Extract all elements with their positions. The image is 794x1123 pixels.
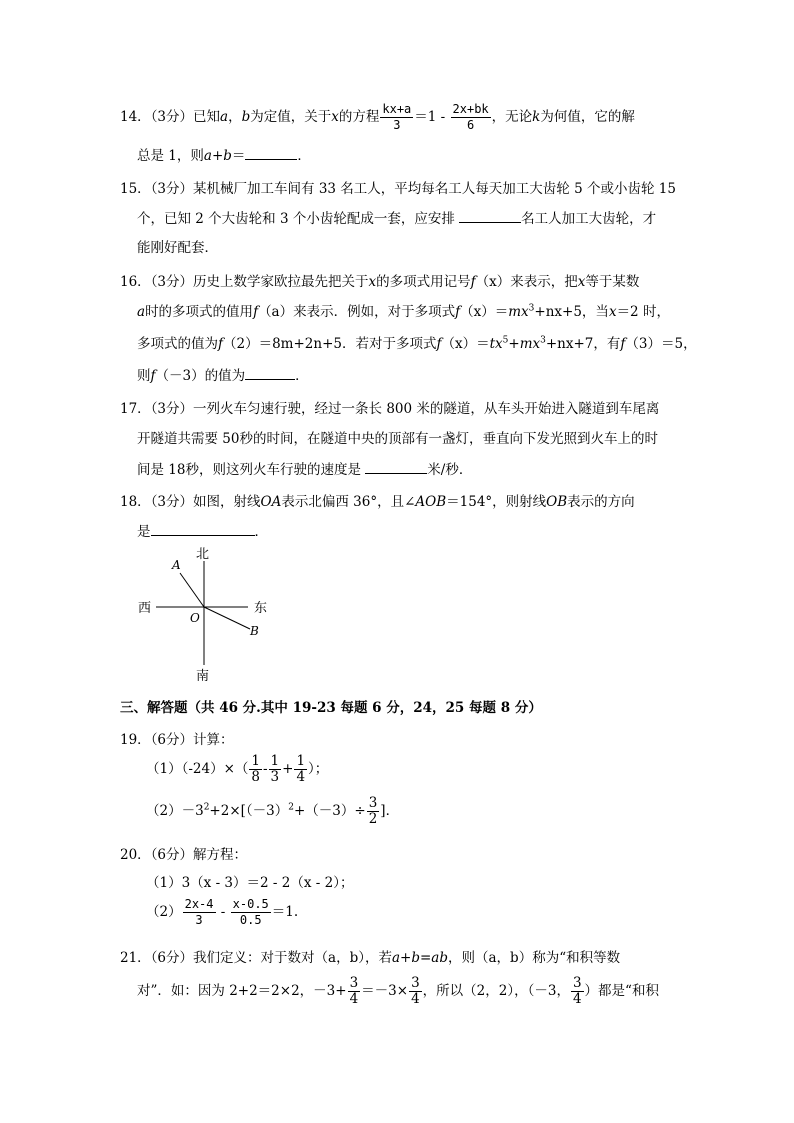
text: ＝ [231, 148, 246, 164]
text: （x）＝ [441, 336, 490, 352]
numerator: kx+a [382, 102, 412, 116]
text: 为定值，关于 [250, 109, 332, 125]
text: ＝2 时， [616, 304, 670, 320]
question-19-part-2 [146, 796, 399, 827]
text: ）； [308, 761, 329, 777]
denominator: 4 [296, 769, 306, 785]
variable: x [608, 304, 617, 320]
question-score: （6分） [150, 950, 194, 966]
variable: f [470, 274, 476, 290]
exponent: 3 [528, 303, 535, 314]
variable: f [436, 336, 442, 352]
question-number: 14． [120, 109, 151, 125]
question-number: 16． [120, 274, 151, 290]
denominator: 3 [270, 769, 280, 785]
question-20-part-2 [146, 897, 298, 928]
text: 的多项式用记号 [376, 274, 471, 290]
denominator: 4 [349, 991, 359, 1007]
text: +2×[（－3） [209, 803, 289, 819]
question-score: （3分） [150, 109, 194, 125]
text: + [282, 761, 294, 777]
label-east: 东 [254, 601, 268, 616]
text: （x）＝ [460, 304, 509, 320]
label-a: A [172, 558, 181, 572]
text: ]． [380, 803, 400, 819]
variable: OB [546, 494, 568, 510]
question-19-part-1 [146, 754, 328, 785]
denominator: 4 [572, 991, 582, 1007]
fraction [571, 976, 584, 1007]
question-20-part-1: （1）3（x - 3）＝2 - 2（x - 2）； [146, 875, 354, 891]
text: - [262, 761, 268, 777]
variable: k [532, 109, 541, 125]
text: +（－3）÷ [293, 803, 366, 819]
text: 表示北偏西 36°，且∠ [281, 494, 416, 510]
text: +nx+5，当 [534, 304, 609, 320]
numerator: x-0.5 [232, 897, 269, 911]
variable: f [253, 304, 259, 320]
text: （3）＝5， [625, 336, 697, 352]
text: （－3）的值为 [155, 368, 246, 384]
text: 的方程 [338, 109, 380, 125]
text: 解方程： [193, 847, 248, 863]
question-score: （3分） [150, 401, 194, 417]
exponent: 3 [540, 335, 546, 346]
answer-blank[interactable] [365, 461, 427, 474]
variable: a+b [203, 148, 232, 164]
label-b: B [250, 624, 259, 638]
denominator: 3 [393, 118, 401, 132]
text: 某机械厂加工车间有 33 名工人，平均每名工人每天加工大齿轮 5 个或小齿轮 15 [193, 181, 676, 197]
fraction [451, 102, 491, 133]
variable: mx [508, 304, 529, 320]
numerator: 2x+bk [452, 102, 489, 116]
label-west: 西 [138, 601, 152, 616]
question-21-line-1 [120, 946, 620, 966]
text: 能刚好配套． [137, 240, 218, 256]
text: （a）来表示．例如，对于多项式 [258, 304, 456, 320]
question-17-line-2 [137, 427, 658, 447]
text: 表示的方向 [567, 494, 635, 510]
fraction [380, 102, 413, 133]
text: ． [297, 148, 311, 164]
variable: f [455, 304, 461, 320]
answer-blank[interactable] [151, 523, 255, 536]
text: （2）＝8m+2n+5．若对于多项式 [223, 336, 437, 352]
section-3-heading: 三、解答题（共 46 分.其中 19-23 每题 6 分，24，25 每题 8 分） [120, 700, 542, 716]
question-17-line-1 [120, 397, 659, 417]
text: 是 [137, 524, 151, 540]
question-score: （3分） [150, 274, 194, 290]
text: ． [254, 524, 268, 540]
answer-blank[interactable] [459, 210, 521, 223]
text: 如图，射线 [193, 494, 261, 510]
variable: f [218, 336, 223, 352]
text: - [216, 904, 230, 920]
answer-blank[interactable] [245, 147, 297, 160]
question-number: 18． [120, 494, 151, 510]
numerator: 1 [270, 753, 280, 769]
compass-direction-diagram [130, 543, 280, 683]
text: ）都是“和积 [584, 983, 659, 999]
question-16-line-1 [120, 270, 639, 290]
text: ，所以（2，2），（－3， [422, 983, 570, 999]
denominator: 8 [251, 769, 260, 785]
question-number: 20． [120, 847, 151, 863]
ray-oa [180, 573, 204, 607]
question-19-line-1 [120, 728, 234, 748]
numerator: 1 [251, 753, 260, 769]
denominator: 6 [466, 118, 475, 132]
variable: tx [489, 336, 503, 352]
text: 个，已知 2 个大齿轮和 3 个小齿轮配成一套，应安排 [137, 211, 460, 227]
question-18-line-1 [120, 490, 635, 510]
text: 米/秒． [427, 462, 473, 478]
denominator: 0.5 [239, 913, 262, 927]
text: 我们定义：对于数对（a，b），若 [193, 950, 392, 966]
fraction [367, 796, 380, 827]
denominator: 2 [368, 811, 378, 827]
fraction [231, 897, 271, 928]
label-north: 北 [196, 547, 210, 562]
text: ＝154°，则射线 [446, 494, 547, 510]
question-20-line-1 [120, 843, 247, 863]
text: 名工人加工大齿轮，才 [521, 211, 657, 227]
text: ． [295, 368, 309, 384]
question-number: 15． [120, 181, 151, 197]
text: 历史上数学家欧拉最先把关于 [193, 274, 369, 290]
variable: +mx [508, 336, 541, 352]
variable: x [368, 274, 377, 290]
text: （x）来表示，把 [475, 274, 578, 290]
label-south: 南 [196, 669, 210, 683]
numerator: 3 [411, 975, 420, 991]
question-16-line-3 [137, 332, 697, 352]
question-15-line-1 [120, 177, 676, 197]
question-score: （3分） [150, 494, 194, 510]
exponent: 2 [288, 802, 294, 813]
text: 已知 [193, 109, 221, 125]
numerator: 3 [572, 975, 582, 991]
fraction [269, 754, 282, 785]
text: 等于某数 [585, 274, 640, 290]
question-17-line-3 [137, 458, 472, 478]
numerator: 2x-4 [184, 897, 214, 911]
variable: f [620, 336, 626, 352]
fraction [249, 754, 262, 785]
question-15-line-3 [137, 236, 218, 256]
question-16-line-4 [137, 364, 309, 384]
fraction [294, 754, 307, 785]
question-15-line-2 [137, 207, 656, 227]
text: ＝－3× [361, 983, 409, 999]
fraction [348, 976, 361, 1007]
text: +nx+7，有 [545, 336, 621, 352]
text: 为何值，它的解 [540, 109, 635, 125]
fraction [183, 897, 216, 928]
label-o: O [190, 611, 200, 625]
text: 时的多项式的值用 [145, 304, 254, 320]
text: 对”．如：因为 2+2＝2×2，－3+ [137, 983, 347, 999]
variable: AOB [415, 494, 447, 510]
text: 多项式的值为 [137, 336, 218, 352]
answer-blank[interactable] [245, 367, 295, 380]
variable: f [150, 368, 156, 384]
exponent: 5 [502, 335, 509, 346]
text: 总是 1，则 [137, 148, 204, 164]
question-14-line-1 [120, 102, 635, 133]
text: ＝1 - [414, 109, 450, 125]
variable: a+b=ab [391, 950, 448, 966]
question-21-line-2 [137, 976, 659, 1007]
fraction [409, 976, 422, 1007]
question-18-line-2 [137, 520, 268, 540]
variable: a [137, 304, 146, 320]
text: ＝1. [271, 904, 299, 920]
text: （2） [146, 904, 182, 920]
text: 计算： [193, 732, 234, 748]
question-score: （6分） [150, 732, 194, 748]
text: （1）（-24）×（ [146, 761, 249, 777]
numerator: 3 [368, 795, 378, 811]
question-number: 17． [120, 401, 151, 417]
question-score: （6分） [150, 847, 194, 863]
text: 间是 18秒，则这列火车行驶的速度是 [137, 462, 366, 478]
exponent: 2 [203, 802, 210, 813]
variable: OA [260, 494, 282, 510]
text: ，则（a，b）称为“和积等数 [448, 950, 621, 966]
question-score: （3分） [150, 181, 194, 197]
denominator: 3 [195, 913, 203, 927]
variable: b [241, 109, 251, 125]
variable: x [331, 109, 339, 125]
text: 一列火车匀速行驶，经过一条长 800 米的隧道，从车头开始进入隧道到车尾离 [193, 401, 660, 417]
question-number: 21． [120, 950, 151, 966]
question-14-line-2 [137, 144, 311, 164]
ray-ob [204, 607, 250, 629]
text: （2）－3 [146, 803, 204, 819]
variable: a [220, 109, 229, 125]
text: ， [228, 109, 242, 125]
variable: x [577, 274, 586, 290]
text: ，无论 [491, 109, 533, 125]
text: 则 [137, 368, 151, 384]
numerator: 1 [296, 753, 306, 769]
text: 开隧道共需要 50秒的时间，在隧道中央的顶部有一盏灯，垂直向下发光照到火车上的时 [137, 431, 658, 447]
denominator: 4 [411, 991, 420, 1007]
question-number: 19． [120, 732, 151, 748]
numerator: 3 [349, 975, 359, 991]
question-16-line-2 [137, 300, 670, 320]
